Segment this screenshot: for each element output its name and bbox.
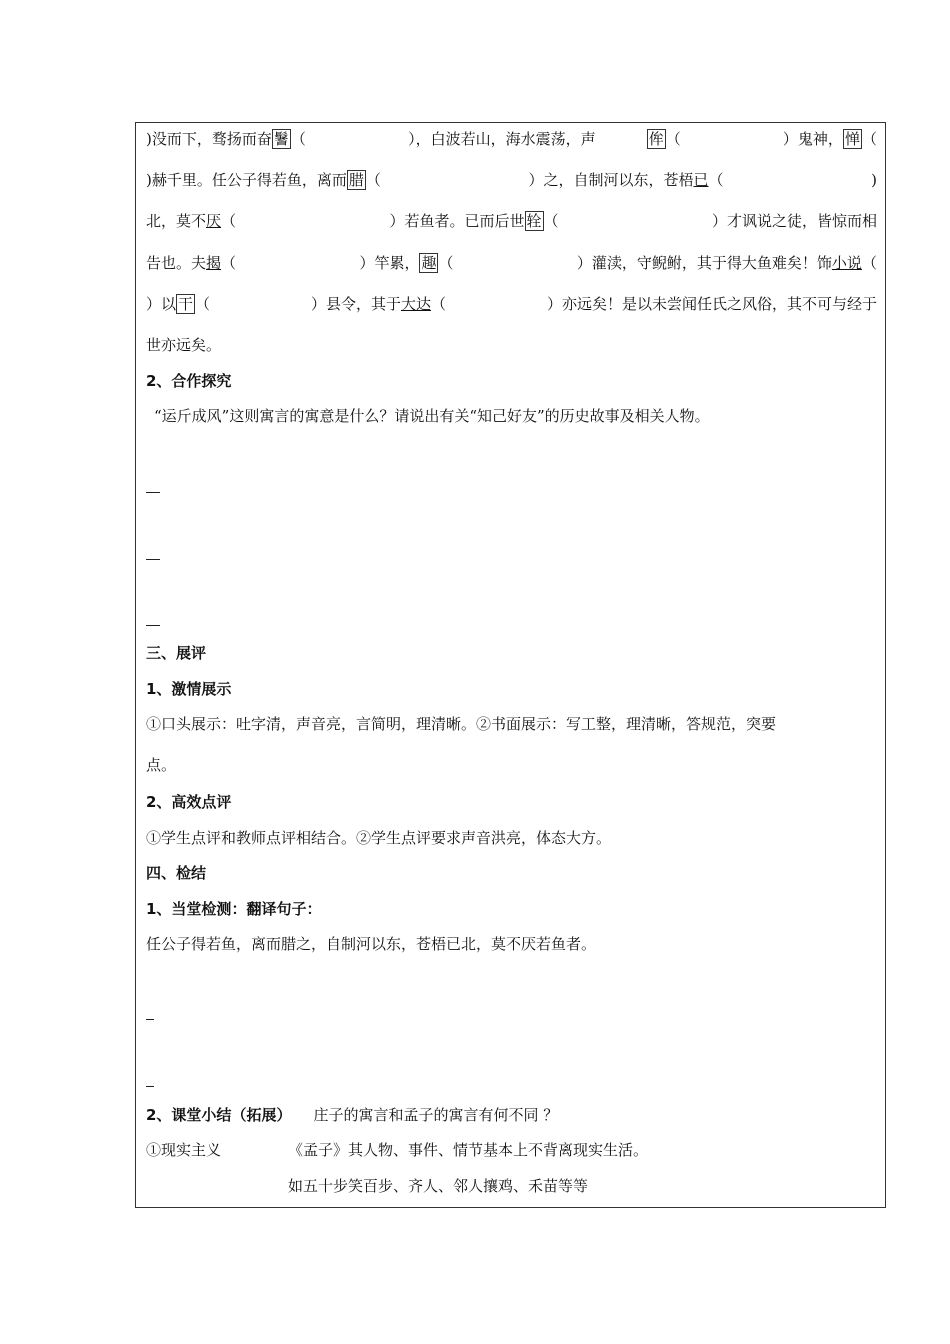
boxed-char: 干 [178, 295, 194, 313]
underlined-char: 揭 [206, 254, 222, 272]
text: )没而下，骛扬而奋 [146, 130, 272, 148]
passage-line-3 [146, 211, 877, 231]
text: ）灌渎，守鲵鲋，其于得大鱼难矣！饰 [576, 254, 832, 272]
text: ）亦远矣！是以未尝闻任氏之风俗，其不可与经于 [546, 295, 877, 313]
coop-question: “运斤成风”这则寓言的寓意是什么？请说出有关“知己好友”的历史故事及相关人物。 [154, 407, 710, 425]
coop-heading: 2、合作探究 [146, 372, 232, 390]
boxed-char: 辁 [526, 212, 542, 230]
worksheet-table [135, 122, 886, 1208]
underlined-char: 厌 [206, 212, 222, 230]
boxed-char: 腊 [348, 171, 364, 189]
section-3-text2: ①学生点评和教师点评相结合。②学生点评要求声音洪亮，体态大方。 [146, 829, 612, 847]
section-3-sub1: 1、激情展示 [146, 680, 232, 698]
answer-line[interactable] [146, 1019, 154, 1020]
paren-open: （ [431, 295, 447, 313]
paren-open: （ [438, 254, 454, 272]
text: 北，莫不 [146, 212, 207, 230]
text: ）若鱼者。已而后世 [389, 212, 525, 230]
paren-open: （ [708, 171, 724, 189]
text: ）之，自制河以东，苍梧 [528, 171, 694, 189]
paren-open: （ [861, 130, 877, 148]
sub2-label: 2、课堂小结（拓展） [146, 1106, 292, 1124]
underlined-word: 小说 [831, 254, 862, 272]
section-3-text1a: ①口头展示：吐字清，声音亮，言简明，理清晰。②书面展示：写工整，理清晰，答规范，突要 [146, 715, 777, 733]
passage-line-6: 世亦远矣。 [146, 336, 222, 354]
answer-line[interactable] [146, 559, 160, 560]
section-4-heading: 四、检结 [146, 864, 207, 882]
passage-line-5 [146, 294, 877, 314]
text: 告也。夫 [146, 254, 207, 272]
passage-line-4 [146, 253, 877, 273]
text: ）县令，其于 [310, 295, 401, 313]
text: ）竿累， [359, 254, 420, 272]
section-3-sub2: 2、高效点评 [146, 793, 232, 811]
paren-open: （ [861, 254, 877, 272]
section-3-text1b: 点。 [146, 756, 177, 774]
point1-text: 《孟子》其人物、事件、情节基本上不背离现实生活。 [288, 1141, 649, 1159]
text: ）以 [146, 295, 177, 313]
paren-open: （ [543, 212, 559, 230]
text: ）鬼神， [782, 130, 843, 148]
sub2-question: 庄子的寓言和孟子的寓言有何不同 ？ [313, 1106, 559, 1124]
boxed-char: 趣 [421, 254, 437, 272]
answer-line[interactable] [146, 1086, 154, 1087]
underlined-char: 已 [693, 171, 709, 189]
paren-close: ) [871, 171, 877, 189]
paren-open: （ [365, 171, 381, 189]
text: ）才讽说之徒，皆惊而相 [711, 212, 877, 230]
text: )赫千里。任公子得若鱼，离而 [146, 171, 347, 189]
passage-line-2 [146, 170, 877, 190]
paren-open: （ [195, 295, 211, 313]
boxed-char: 鬐 [273, 130, 289, 148]
boxed-char: 侔 [648, 130, 664, 148]
section-4-sub1: 1、当堂检测：翻译句子： [146, 900, 322, 918]
passage-line-1 [146, 129, 877, 149]
paren-open: （ [221, 212, 237, 230]
translate-sentence: 任公子得若鱼，离而腊之，自制河以东，苍梧已北，莫不厌若鱼者。 [146, 935, 597, 953]
paren-open: （ [221, 254, 237, 272]
point1-label: ①现实主义 [146, 1141, 222, 1159]
text: ），白波若山，海水震荡，声 [408, 130, 596, 148]
boxed-char: 惮 [844, 130, 860, 148]
answer-line[interactable] [146, 625, 160, 626]
paren-open: （ [665, 130, 681, 148]
underlined-word: 大达 [401, 295, 432, 313]
section-4-sub2 [146, 1105, 877, 1125]
point1-example: 如五十步笑百步、齐人、邻人攘鸡、禾苗等等 [288, 1177, 589, 1195]
section-3-heading: 三、展评 [146, 644, 207, 662]
answer-line[interactable] [146, 492, 160, 493]
paren-open: （ [290, 130, 306, 148]
